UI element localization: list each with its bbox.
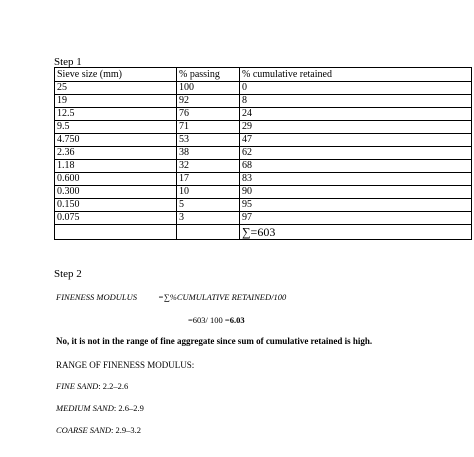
range-name: MEDIUM SAND xyxy=(56,403,114,413)
passing-cell: 71 xyxy=(177,121,240,134)
fineness-modulus-label: FINENESS MODULUS xyxy=(56,292,137,302)
range-fine-sand xyxy=(56,381,128,391)
sieve-size-cell: 0.150 xyxy=(55,199,177,212)
table-row xyxy=(55,95,472,108)
sieve-size-cell: 12.5 xyxy=(55,108,177,121)
table-row xyxy=(55,173,472,186)
range-value: : 2.9–3.2 xyxy=(111,425,142,435)
step-2-heading: Step 2 xyxy=(54,268,82,280)
table-header-row xyxy=(55,68,472,82)
passing-cell: 92 xyxy=(177,95,240,108)
cumulative-sum-cell: ∑=603 xyxy=(240,225,472,240)
retained-cell: 68 xyxy=(240,160,472,173)
step-1-heading: Step 1 xyxy=(54,56,82,68)
table-row xyxy=(55,212,472,225)
sieve-size-cell: 9.5 xyxy=(55,121,177,134)
sieve-size-cell: 1.18 xyxy=(55,160,177,173)
header-percent-passing: % passing xyxy=(177,68,240,82)
sieve-analysis-table xyxy=(54,67,472,240)
retained-cell: 95 xyxy=(240,199,472,212)
fineness-modulus-equation: =∑%CUMULATIVE RETAINED/100 xyxy=(158,292,287,302)
passing-cell: 100 xyxy=(177,82,240,95)
empty-cell xyxy=(55,225,177,240)
passing-cell: 53 xyxy=(177,134,240,147)
passing-cell: 5 xyxy=(177,199,240,212)
table-row xyxy=(55,160,472,173)
calc-result: 6.03 xyxy=(229,315,245,325)
header-sieve-size: Sieve size (mm) xyxy=(55,68,177,82)
range-name: FINE SAND xyxy=(56,381,99,391)
retained-cell: 90 xyxy=(240,186,472,199)
passing-cell: 10 xyxy=(177,186,240,199)
table-row xyxy=(55,199,472,212)
range-value: : 2.2–2.6 xyxy=(98,381,129,391)
retained-cell: 97 xyxy=(240,212,472,225)
retained-cell: 47 xyxy=(240,134,472,147)
passing-cell: 76 xyxy=(177,108,240,121)
passing-cell: 32 xyxy=(177,160,240,173)
sieve-size-cell: 2.36 xyxy=(55,147,177,160)
passing-cell: 38 xyxy=(177,147,240,160)
range-coarse-sand xyxy=(56,425,141,435)
sieve-size-cell: 25 xyxy=(55,82,177,95)
retained-cell: 24 xyxy=(240,108,472,121)
range-title: RANGE OF FINENESS MODULUS: xyxy=(56,360,195,370)
table-row xyxy=(55,147,472,160)
table-row xyxy=(55,82,472,95)
sieve-size-cell: 19 xyxy=(55,95,177,108)
retained-cell: 8 xyxy=(240,95,472,108)
range-medium-sand xyxy=(56,403,144,413)
conclusion-text: No, it is not in the range of fine aggregate since sum of cumulative retained is high. xyxy=(56,336,373,346)
sieve-size-cell: 0.300 xyxy=(55,186,177,199)
table-row xyxy=(55,108,472,121)
retained-cell: 83 xyxy=(240,173,472,186)
retained-cell: 29 xyxy=(240,121,472,134)
retained-cell: 0 xyxy=(240,82,472,95)
sieve-size-cell: 0.075 xyxy=(55,212,177,225)
table-row xyxy=(55,121,472,134)
sieve-size-cell: 4.750 xyxy=(55,134,177,147)
passing-cell: 3 xyxy=(177,212,240,225)
fineness-modulus-calculation xyxy=(188,315,245,325)
range-name: COARSE SAND xyxy=(56,425,112,435)
passing-cell: 17 xyxy=(177,173,240,186)
range-value: : 2.6–2.9 xyxy=(113,403,144,413)
table-row xyxy=(55,134,472,147)
header-cumulative-retained: % cumulative retained xyxy=(240,68,472,82)
sieve-size-cell: 0.600 xyxy=(55,173,177,186)
retained-cell: 62 xyxy=(240,147,472,160)
table-row xyxy=(55,186,472,199)
calc-prefix: =603/ 100 = xyxy=(188,315,230,325)
empty-cell xyxy=(177,225,240,240)
total-row xyxy=(55,225,472,240)
